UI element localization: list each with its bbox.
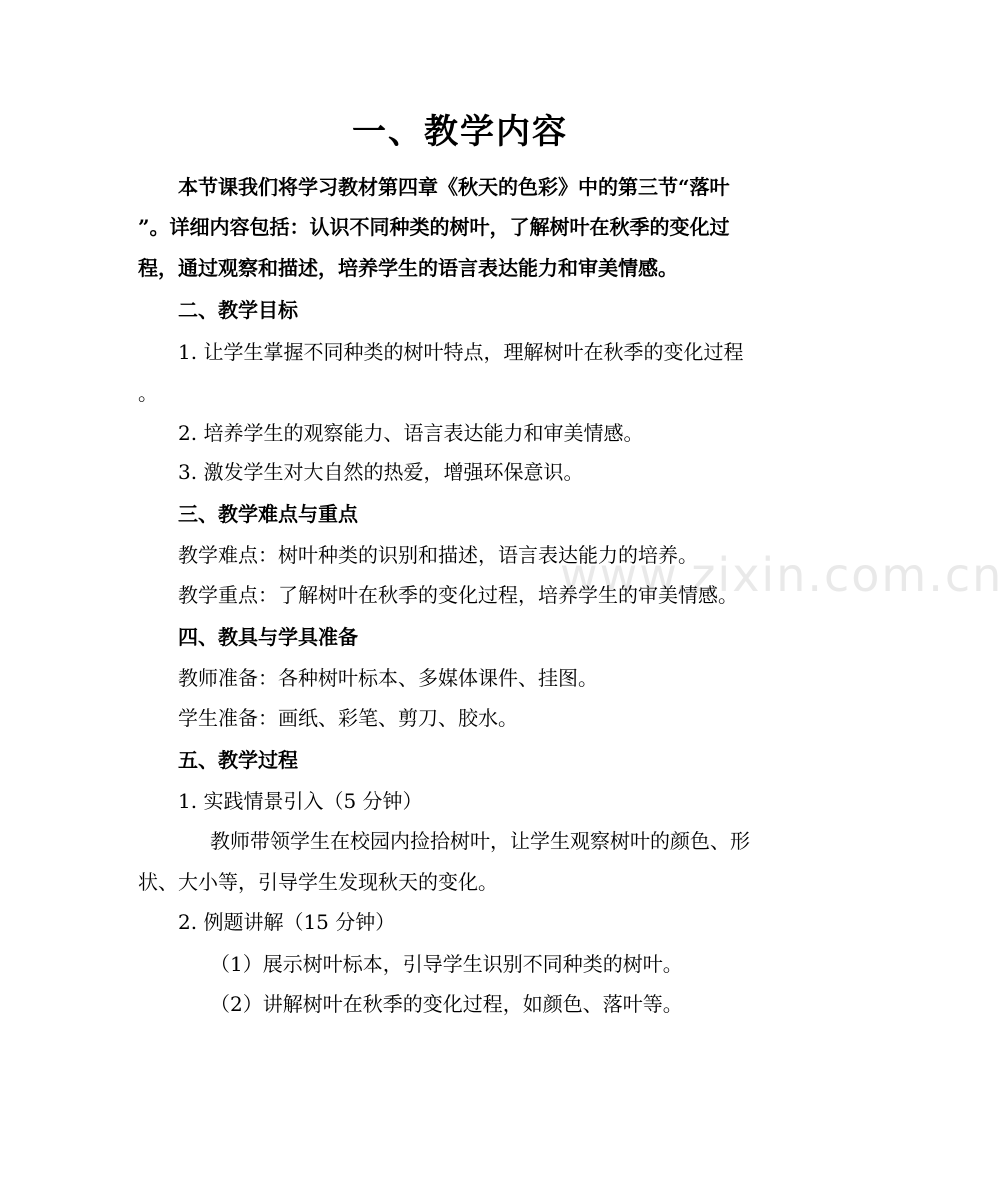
focus-text: 教学重点：了解树叶在秋季的变化过程，培养学生的审美情感。 xyxy=(178,583,738,607)
process-step-2-sub-1: （1）展示树叶标本，引导学生识别不同种类的树叶。 xyxy=(210,952,683,976)
process-step-1-desc-line-1: 教师带领学生在校园内捡拾树叶，让学生观察树叶的颜色、形 xyxy=(210,829,750,853)
objective-item-1: 1. 让学生掌握不同种类的树叶特点，理解树叶在秋季的变化过程 xyxy=(178,340,744,364)
section-heading-process: 五、教学过程 xyxy=(178,748,298,772)
section-heading-materials: 四、教具与学具准备 xyxy=(178,625,358,649)
objective-item-2: 2. 培养学生的观察能力、语言表达能力和审美情感。 xyxy=(178,421,644,445)
section-heading-difficulties: 三、教学难点与重点 xyxy=(178,502,358,526)
section-heading-objectives: 二、教学目标 xyxy=(178,298,298,322)
process-step-2-sub-2: （2）讲解树叶在秋季的变化过程，如颜色、落叶等。 xyxy=(210,992,683,1016)
page-title: 一、教学内容 xyxy=(352,112,568,152)
watermark: www.zixin.com.cn xyxy=(560,548,1003,602)
intro-line-2: ”。详细内容包括：认识不同种类的树叶，了解树叶在秋季的变化过 xyxy=(138,215,730,239)
difficulty-text: 教学难点：树叶种类的识别和描述，语言表达能力的培养。 xyxy=(178,543,698,567)
process-step-2: 2. 例题讲解（15 分钟） xyxy=(178,910,396,934)
objective-item-3: 3. 激发学生对大自然的热爱，增强环保意识。 xyxy=(178,460,584,484)
intro-line-3: 程，通过观察和描述，培养学生的语言表达能力和审美情感。 xyxy=(138,256,678,280)
process-step-1-desc-line-2: 状、大小等，引导学生发现秋天的变化。 xyxy=(138,870,498,894)
objective-item-1-continuation: 。 xyxy=(138,381,158,405)
process-step-1: 1. 实践情景引入（5 分钟） xyxy=(178,789,423,813)
student-materials: 学生准备：画纸、彩笔、剪刀、胶水。 xyxy=(178,706,518,730)
intro-line-1: 本节课我们将学习教材第四章《秋天的色彩》中的第三节“落叶 xyxy=(178,175,730,199)
teacher-materials: 教师准备：各种树叶标本、多媒体课件、挂图。 xyxy=(178,666,598,690)
